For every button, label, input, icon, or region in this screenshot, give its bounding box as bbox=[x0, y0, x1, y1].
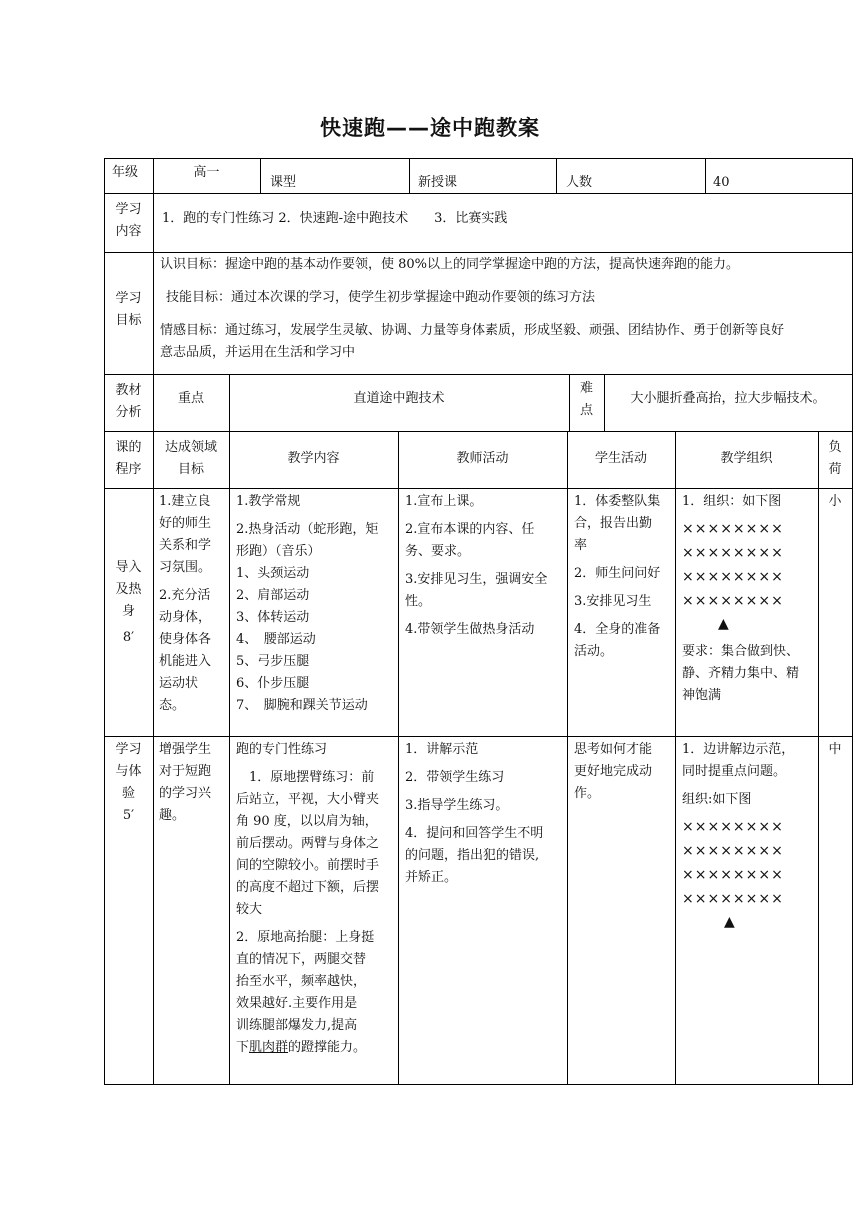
difficulty-label: 难 点 bbox=[579, 381, 593, 418]
goal-cognitive: 认识目标：握途中跑的基本动作要领，使 80%以上的同学掌握途中跑的方法，提高快速奔跑的能力。 bbox=[160, 257, 740, 272]
difficulty-value: 大小腿折叠高抬，拉大步幅技术。 bbox=[630, 391, 826, 406]
row2-content: 跑的专门性练习 1．原地摆臂练习：前 后站立，平视，大小臂夹 角 90 度，以以肩为轴， 前后摆动。两臂与身体之 间的空隙较小。前摆时手 的高度不超过下额，后摆 较大 2．原地高抬腿：上身挺 直的情况下，两腿交替 抬至水平，频率越快， 效果越好.主要作用是 训练腿部爆发力,提高 下肌肉群的蹬撑能力。 bbox=[236, 742, 380, 1055]
grade-label: 年级 bbox=[112, 165, 139, 180]
row2-organization: 1．边讲解边示范， 同时提重点问题。 组织:如下图 ×××××××× ×××××××× ×××××××× ×××××××× ▲ bbox=[682, 739, 818, 933]
row1-organization: 1．组织：如下图 ×××××××× ×××××××× ×××××××× ×××××××× ▲ 要求：集合做到快、 静、齐精力集中、精 神饱满 bbox=[682, 491, 818, 707]
content-text: 1．跑的专门性练习 2．快速跑-途中跑技术 3．比赛实践 bbox=[162, 211, 508, 226]
col-load: 负 荷 bbox=[828, 440, 842, 477]
row1-teacher: 1.宣布上课。 2.宣布本课的内容、任 务、要求。 3.安排见习生，强调安全 性。 4.带领学生做热身活动 bbox=[405, 494, 548, 637]
formation-grid: ×××××××× ×××××××× ×××××××× ×××××××× bbox=[682, 819, 784, 907]
row2-procedure: 学习 与体 验 5′ bbox=[115, 742, 142, 823]
row2-goal: 增强学生 对于短跑 的学习兴 趣。 bbox=[159, 742, 212, 823]
content-label: 学习 内容 bbox=[115, 202, 142, 239]
count-value: 40 bbox=[713, 175, 730, 190]
goal-emotion: 情感目标：通过练习，发展学生灵敏、协调、力量等身体素质，形成坚毅、顽强、团结协作、勇于创新等良好 bbox=[160, 323, 785, 338]
teacher-marker-icon: ▲ bbox=[718, 616, 729, 632]
row1-procedure: 导入 及热 身 8′ bbox=[115, 560, 142, 645]
grade-value: 高一 bbox=[193, 165, 220, 180]
key-value: 直道途中跑技术 bbox=[353, 391, 445, 406]
type-value: 新授课 bbox=[418, 175, 458, 190]
col-student: 学生活动 bbox=[594, 451, 647, 466]
goal-skill: 技能目标：通过本次课的学习，使学生初步掌握途中跑动作要领的练习方法 bbox=[166, 290, 596, 305]
muscle-group-link[interactable]: 肌肉群 bbox=[249, 1040, 289, 1055]
count-label: 人数 bbox=[566, 175, 593, 190]
key-label: 重点 bbox=[177, 391, 204, 406]
row2-load: 中 bbox=[828, 742, 842, 757]
goal-emotion-cont: 意志品质，并运用在生活和学习中 bbox=[160, 345, 356, 360]
row2-student: 思考如何才能 更好地完成动 作。 bbox=[574, 742, 653, 801]
row1-goal: 1.建立良 好的师生 关系和学 习氛围。 2.充分活 动身体， 使身体各 机能进入 运动状 态。 bbox=[159, 494, 212, 713]
col-organization: 教学组织 bbox=[720, 451, 773, 466]
col-content: 教学内容 bbox=[287, 451, 340, 466]
col-procedure: 课的 程序 bbox=[115, 440, 142, 477]
col-teacher: 教师活动 bbox=[456, 451, 509, 466]
row1-content: 1.教学常规 2.热身活动（蛇形跑，矩 形跑）（音乐） 1、头颈运动 2、肩部运动 3、体转运动 4、 腰部运动 5、弓步压腿 6、仆步压腿 7、 脚腕和踝关节运动 bbox=[236, 494, 379, 713]
type-label: 课型 bbox=[270, 175, 297, 190]
col-goal: 达成领域 目标 bbox=[164, 440, 217, 477]
goals-label: 学习 目标 bbox=[115, 291, 142, 328]
row1-student: 1．体委整队集 合，报告出勤 率 2．师生问问好 3.安排见习生 4．全身的准备 活动。 bbox=[574, 494, 661, 659]
page-title: 快速跑——途中跑教案 bbox=[320, 116, 540, 140]
analysis-label: 教材 分析 bbox=[115, 383, 142, 420]
teacher-marker-icon: ▲ bbox=[724, 914, 735, 930]
row1-load: 小 bbox=[828, 494, 842, 509]
row2-teacher: 1．讲解示范 2．带领学生练习 3.指导学生练习。 4．提问和回答学生不明 的问题，指出犯的错误, 并矫正。 bbox=[405, 742, 544, 885]
formation-grid: ×××××××× ×××××××× ×××××××× ×××××××× bbox=[682, 521, 784, 609]
goals-text bbox=[160, 254, 850, 364]
